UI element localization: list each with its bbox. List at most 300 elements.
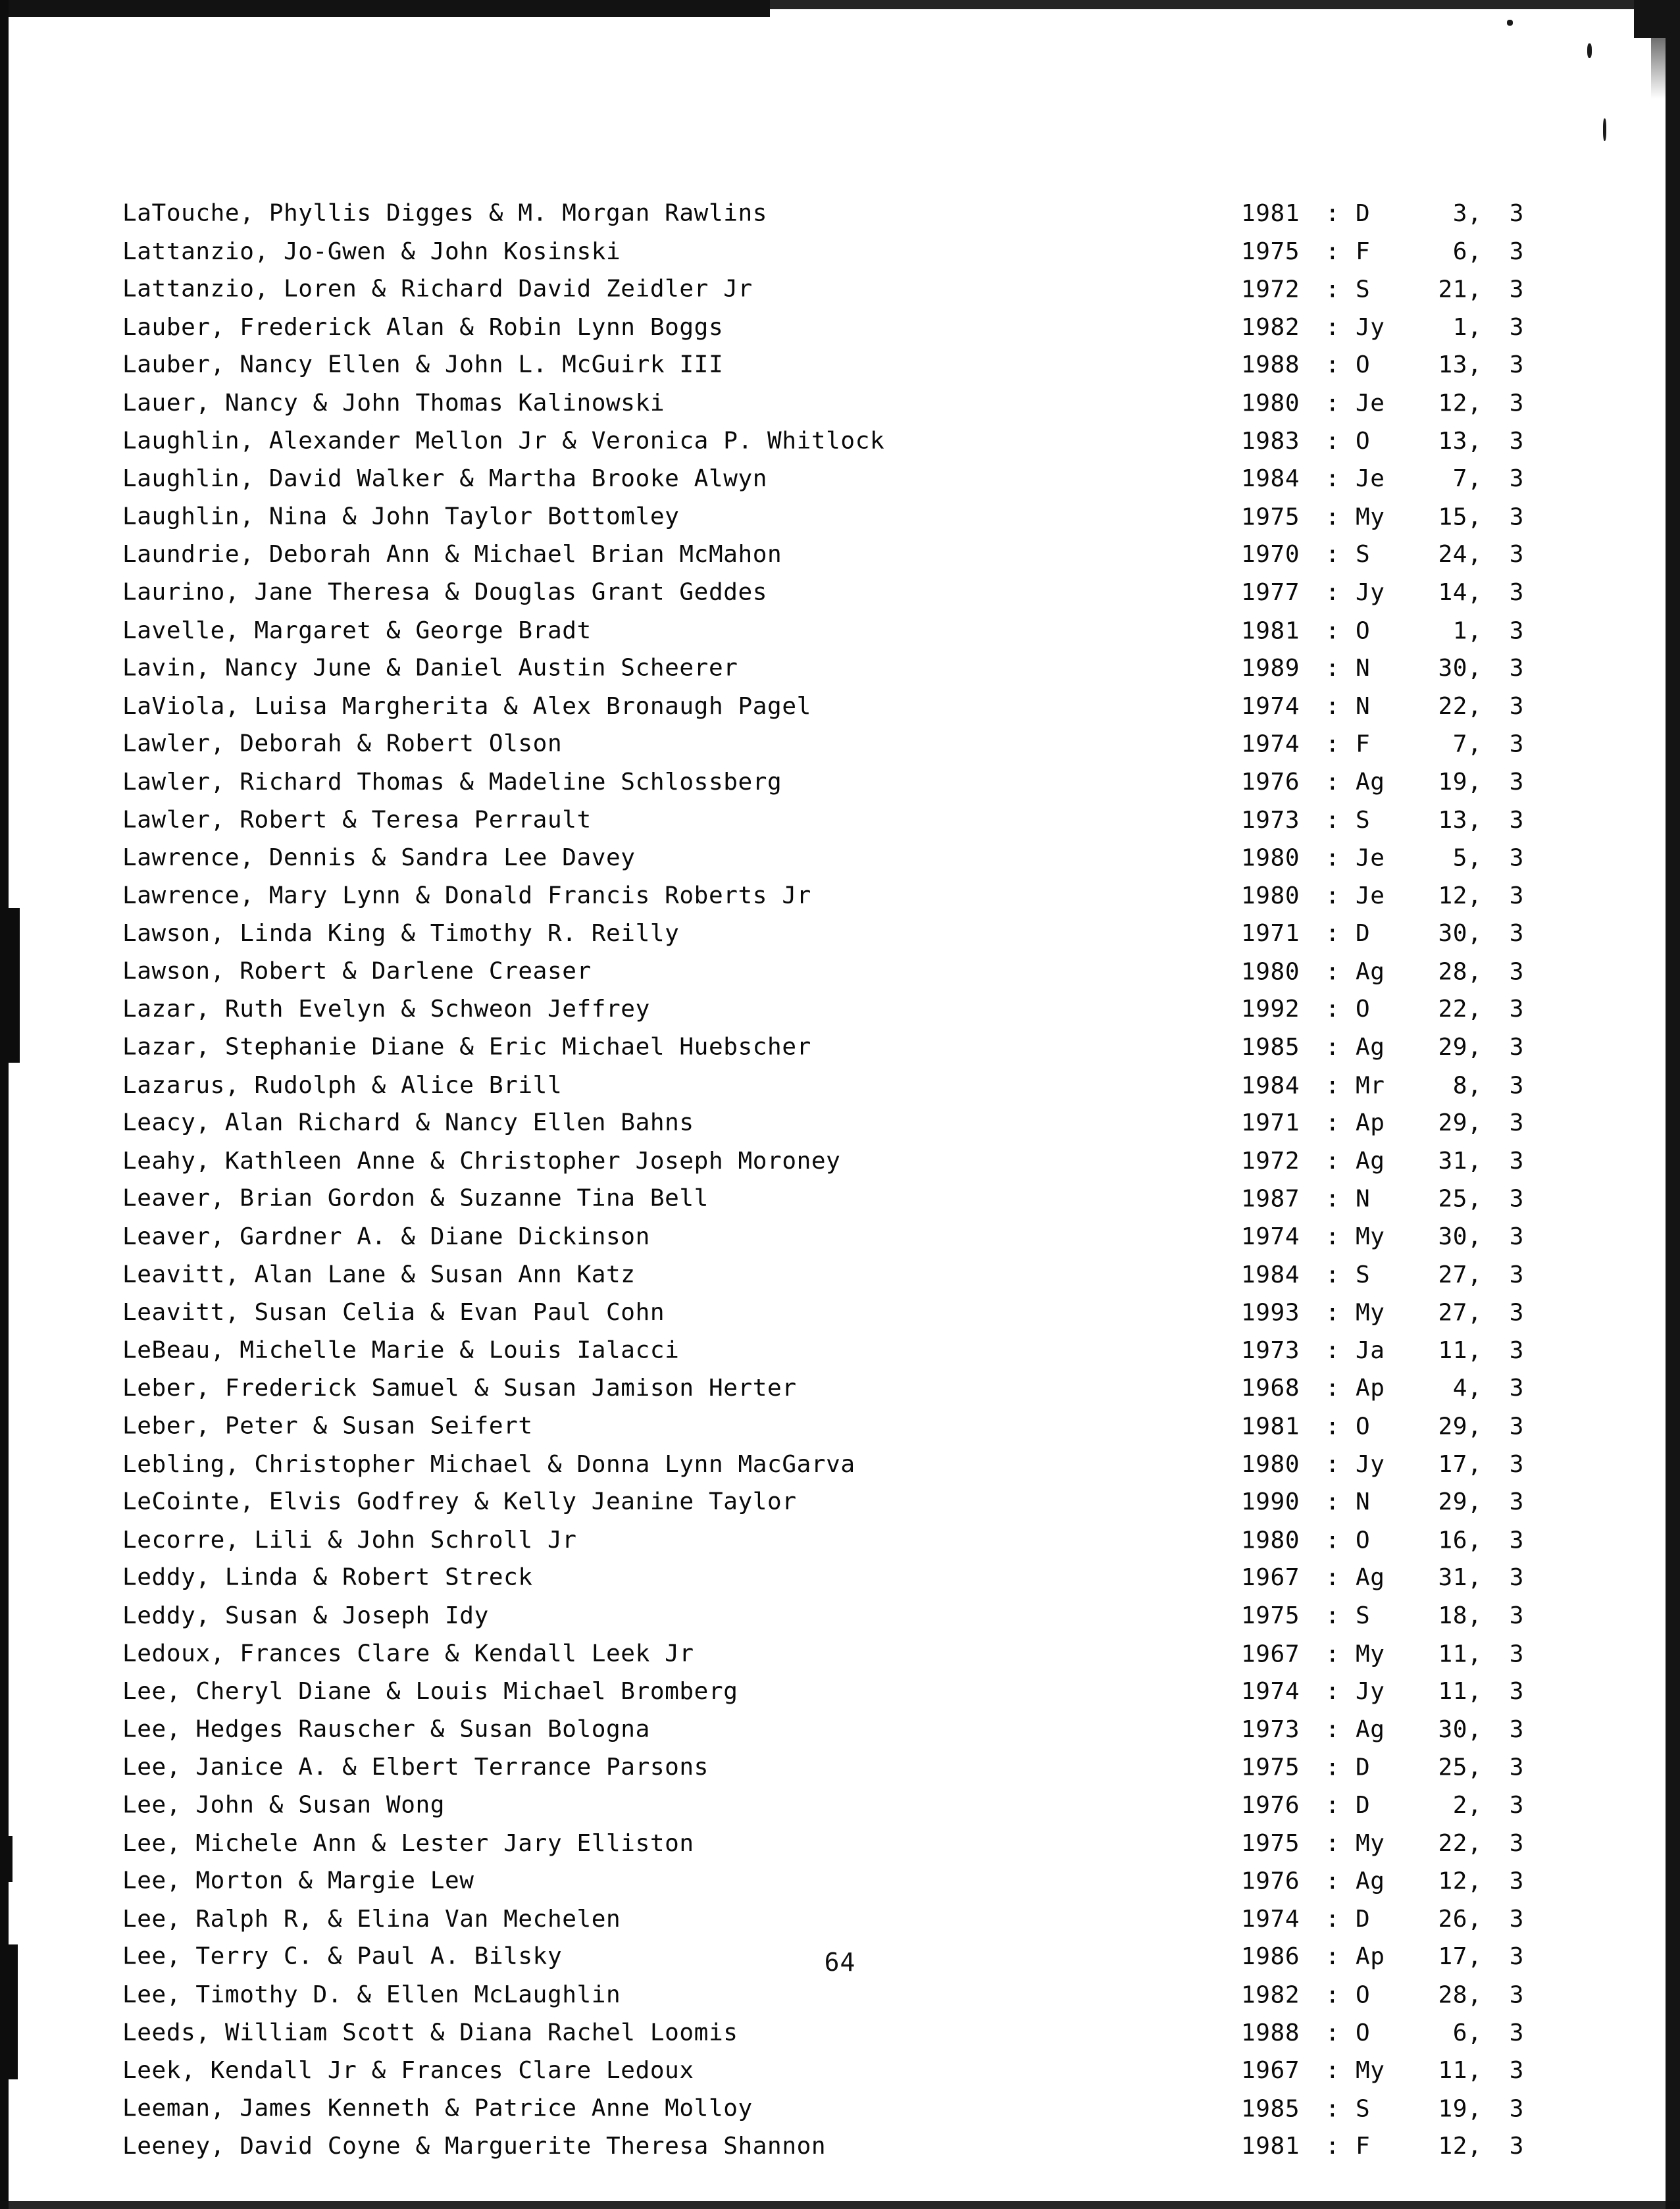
date-month: Je [1356,465,1385,493]
date-comma: , [1467,238,1483,265]
date-code: 3 [1509,617,1524,645]
couple-names: Lawrence, Mary Lynn & Donald Francis Roberts Jr [122,882,811,909]
date-colon: : [1325,1147,1340,1175]
date-day: 12 [1438,390,1467,417]
date-code: 3 [1509,1375,1524,1402]
date-day: 7 [1452,465,1467,493]
date-day: 31 [1438,1147,1467,1175]
date-colon: : [1325,1527,1340,1554]
date-day: 3 [1452,200,1467,227]
couple-names: Laundrie, Deborah Ann & Michael Brian McMahon [122,541,782,569]
date-month: Je [1356,844,1385,872]
index-row [122,2127,1564,2166]
date-month: Ag [1356,958,1385,986]
index-row [122,1597,1564,1635]
couple-names: Lee, Hedges Rauscher & Susan Bologna [122,1715,650,1743]
date-year: 1977 [1241,578,1300,606]
date-comma: , [1467,1715,1483,1743]
index-row [122,1028,1564,1067]
date-code: 3 [1509,2095,1524,2123]
couple-names: Lawler, Robert & Teresa Perrault [122,806,592,833]
date-comma: , [1467,1261,1483,1288]
date-year: 1973 [1241,806,1300,834]
date-code: 3 [1509,1185,1524,1213]
date-month: Je [1356,390,1385,417]
index-row [122,574,1564,612]
date-month: My [1356,503,1385,531]
date-year: 1974 [1241,1678,1300,1706]
couple-names: Leek, Kendall Jr & Frances Clare Ledoux [122,2057,694,2085]
couple-names: Lee, Michele Ann & Lester Jary Elliston [122,1829,694,1857]
couple-names: Lavelle, Margaret & George Bradt [122,617,592,644]
date-year: 1981 [1241,617,1300,645]
date-day: 11 [1438,1640,1467,1668]
index-row [122,649,1564,688]
record-date [1241,1521,1524,1560]
record-date [1241,990,1524,1028]
date-colon: : [1325,351,1340,379]
record-date [1241,1104,1524,1142]
couple-names: Lawrence, Dennis & Sandra Lee Davey [122,844,636,872]
date-code: 3 [1509,1754,1524,1781]
date-year: 1987 [1241,1185,1300,1213]
index-row [122,688,1564,726]
date-code: 3 [1509,1450,1524,1478]
date-month: D [1356,1754,1371,1781]
date-code: 3 [1509,238,1524,265]
date-colon: : [1325,730,1340,758]
date-colon: : [1325,996,1340,1023]
index-row [122,725,1564,763]
couple-names: Lawson, Linda King & Timothy R. Reilly [122,920,680,948]
date-comma: , [1467,1413,1483,1440]
date-year: 1980 [1241,882,1300,909]
date-comma: , [1467,1185,1483,1213]
record-date [1241,1483,1524,1521]
date-month: S [1356,1261,1371,1288]
date-code: 3 [1509,1905,1524,1933]
index-row [122,1748,1564,1787]
record-date [1241,1559,1524,1597]
index-row [122,536,1564,574]
date-code: 3 [1509,1981,1524,2009]
date-year: 1970 [1241,541,1300,569]
index-row [122,1483,1564,1521]
record-date [1241,1825,1524,1863]
date-code: 3 [1509,806,1524,834]
date-day: 17 [1438,1450,1467,1478]
date-year: 1983 [1241,427,1300,455]
couple-names: Leavitt, Alan Lane & Susan Ann Katz [122,1261,636,1288]
date-month: Ag [1356,1715,1385,1743]
date-month: F [1356,2133,1371,2160]
date-colon: : [1325,1564,1340,1592]
date-year: 1976 [1241,1791,1300,1819]
date-code: 3 [1509,1640,1524,1668]
couple-names: Leber, Peter & Susan Seifert [122,1412,533,1440]
couple-names: Lee, Timothy D. & Ellen McLaughlin [122,1981,621,2008]
record-date [1241,1369,1524,1408]
couple-names: Leeman, James Kenneth & Patrice Anne Molloy [122,2095,753,2122]
date-month: S [1356,806,1371,834]
index-row [122,1976,1564,2014]
date-month: Ag [1356,768,1385,796]
date-month: S [1356,541,1371,569]
date-code: 3 [1509,541,1524,569]
date-code: 3 [1509,1602,1524,1629]
date-code: 3 [1509,351,1524,379]
date-day: 19 [1438,2095,1467,2123]
date-comma: , [1467,806,1483,834]
date-comma: , [1467,1336,1483,1364]
date-month: N [1356,655,1371,682]
date-day: 14 [1438,578,1467,606]
index-row [122,915,1564,953]
couple-names: Lee, Morton & Margie Lew [122,1867,474,1894]
date-day: 6 [1452,2019,1467,2046]
date-year: 1992 [1241,996,1300,1023]
date-day: 13 [1438,351,1467,379]
date-month: My [1356,1829,1385,1857]
date-code: 3 [1509,276,1524,303]
date-year: 1975 [1241,503,1300,531]
date-day: 5 [1452,844,1467,872]
couple-names: Leahy, Kathleen Anne & Christopher Joseph Moroney [122,1147,841,1175]
couple-names: LeBeau, Michelle Marie & Louis Ialacci [122,1336,680,1364]
record-date [1241,233,1524,271]
couple-names: Lebling, Christopher Michael & Donna Lynn MacGarva [122,1450,855,1478]
index-row [122,1067,1564,1105]
date-year: 1981 [1241,200,1300,227]
date-colon: : [1325,1488,1340,1516]
couple-names: Lazar, Ruth Evelyn & Schweon Jeffrey [122,996,650,1023]
date-code: 3 [1509,882,1524,909]
date-year: 1984 [1241,1261,1300,1288]
date-colon: : [1325,655,1340,682]
date-year: 1975 [1241,1829,1300,1857]
date-year: 1980 [1241,844,1300,872]
date-code: 3 [1509,313,1524,341]
index-row [122,1711,1564,1749]
record-date [1241,915,1524,953]
date-colon: : [1325,2133,1340,2160]
date-year: 1974 [1241,692,1300,720]
date-year: 1980 [1241,958,1300,986]
date-year: 1988 [1241,2019,1300,2046]
date-month: D [1356,920,1371,948]
date-month: F [1356,730,1371,758]
date-code: 3 [1509,1034,1524,1061]
date-month: Ja [1356,1336,1385,1364]
date-comma: , [1467,578,1483,606]
date-colon: : [1325,1905,1340,1933]
date-comma: , [1467,1072,1483,1100]
date-colon: : [1325,238,1340,265]
date-day: 8 [1452,1072,1467,1100]
date-comma: , [1467,503,1483,531]
couple-names: Lecorre, Lili & John Schroll Jr [122,1526,577,1554]
couple-names: Laughlin, David Walker & Martha Brooke Alwyn [122,465,768,493]
date-code: 3 [1509,1829,1524,1857]
record-date [1241,2052,1524,2090]
date-month: Jy [1356,578,1385,606]
date-month: F [1356,238,1371,265]
date-year: 1975 [1241,238,1300,265]
date-day: 4 [1452,1375,1467,1402]
date-code: 3 [1509,1413,1524,1440]
date-month: Jy [1356,313,1385,341]
couple-names: Lazar, Stephanie Diane & Eric Michael Huebscher [122,1033,811,1061]
couple-names: LaViola, Luisa Margherita & Alex Bronaugh Pagel [122,692,811,720]
date-colon: : [1325,541,1340,569]
record-date [1241,536,1524,574]
index-row [122,422,1564,461]
date-code: 3 [1509,768,1524,796]
date-code: 3 [1509,730,1524,758]
index-row [122,1521,1564,1560]
date-year: 1971 [1241,920,1300,948]
date-month: Mr [1356,1072,1385,1100]
date-month: S [1356,1602,1371,1629]
couple-names: Lee, John & Susan Wong [122,1791,445,1819]
date-day: 15 [1438,503,1467,531]
index-row [122,612,1564,650]
date-colon: : [1325,427,1340,455]
date-day: 13 [1438,427,1467,455]
date-day: 12 [1438,882,1467,909]
date-year: 1986 [1241,1943,1300,1971]
date-colon: : [1325,1754,1340,1781]
date-comma: , [1467,541,1483,569]
date-year: 1974 [1241,1905,1300,1933]
date-month: N [1356,1488,1371,1516]
index-row [122,270,1564,309]
couple-names: Lauber, Frederick Alan & Robin Lynn Boggs [122,313,724,341]
date-day: 30 [1438,920,1467,948]
date-colon: : [1325,503,1340,531]
date-month: My [1356,1640,1385,1668]
date-year: 1974 [1241,1223,1300,1251]
record-date [1241,649,1524,688]
couple-names: Lee, Terry C. & Paul A. Bilsky [122,1942,563,1970]
date-code: 3 [1509,1299,1524,1327]
date-day: 21 [1438,276,1467,303]
record-date [1241,422,1524,461]
date-day: 27 [1438,1261,1467,1288]
index-row [122,990,1564,1028]
date-day: 19 [1438,768,1467,796]
couple-names: Lawler, Deborah & Robert Olson [122,730,563,757]
record-date [1241,498,1524,536]
date-year: 1976 [1241,768,1300,796]
record-date [1241,877,1524,915]
index-row [122,309,1564,347]
date-month: N [1356,692,1371,720]
index-row [122,460,1564,498]
couple-names: Lauer, Nancy & John Thomas Kalinowski [122,389,665,417]
date-year: 1972 [1241,276,1300,303]
date-year: 1968 [1241,1375,1300,1402]
date-colon: : [1325,1715,1340,1743]
date-day: 22 [1438,692,1467,720]
date-code: 3 [1509,1678,1524,1706]
date-month: N [1356,1185,1371,1213]
date-colon: : [1325,844,1340,872]
date-code: 3 [1509,920,1524,948]
date-year: 1989 [1241,655,1300,682]
couple-names: Leacy, Alan Richard & Nancy Ellen Bahns [122,1109,694,1136]
index-row [122,2014,1564,2052]
date-year: 1982 [1241,1981,1300,2009]
date-comma: , [1467,2095,1483,2123]
couple-names: Lattanzio, Jo-Gwen & John Kosinski [122,238,621,265]
date-colon: : [1325,768,1340,796]
date-comma: , [1467,1299,1483,1327]
date-comma: , [1467,427,1483,455]
date-month: D [1356,200,1371,227]
date-month: O [1356,2019,1371,2046]
date-code: 3 [1509,1943,1524,1971]
record-date [1241,2014,1524,2052]
record-date [1241,1218,1524,1256]
couple-names: Leddy, Susan & Joseph Idy [122,1602,489,1629]
record-date [1241,195,1524,233]
date-code: 3 [1509,390,1524,417]
index-row [122,1900,1564,1939]
date-colon: : [1325,1261,1340,1288]
date-year: 1967 [1241,2057,1300,2085]
date-month: S [1356,276,1371,303]
date-colon: : [1325,1223,1340,1251]
record-date [1241,1256,1524,1294]
date-colon: : [1325,1829,1340,1857]
record-date [1241,1408,1524,1446]
date-comma: , [1467,2057,1483,2085]
index-row [122,763,1564,801]
date-year: 1993 [1241,1299,1300,1327]
date-day: 7 [1452,730,1467,758]
index-row [122,1294,1564,1332]
date-year: 1972 [1241,1147,1300,1175]
date-month: Ap [1356,1375,1385,1402]
couple-names: Leeney, David Coyne & Marguerite Theresa Shannon [122,2133,827,2160]
date-colon: : [1325,1034,1340,1061]
date-colon: : [1325,1375,1340,1402]
date-day: 12 [1438,1867,1467,1895]
date-month: O [1356,617,1371,645]
date-year: 1976 [1241,1867,1300,1895]
index-row [122,1446,1564,1484]
record-date [1241,1446,1524,1484]
date-colon: : [1325,1299,1340,1327]
date-colon: : [1325,920,1340,948]
date-year: 1973 [1241,1715,1300,1743]
date-comma: , [1467,2133,1483,2160]
date-code: 3 [1509,465,1524,493]
date-month: My [1356,2057,1385,2085]
date-code: 3 [1509,1072,1524,1100]
couple-names: Leber, Frederick Samuel & Susan Jamison Herter [122,1375,797,1402]
couple-names: Lavin, Nancy June & Daniel Austin Scheerer [122,654,738,682]
date-code: 3 [1509,844,1524,872]
record-date [1241,1597,1524,1635]
couple-names: Laughlin, Alexander Mellon Jr & Veronica P. Whitlock [122,427,885,455]
date-colon: : [1325,2019,1340,2046]
date-comma: , [1467,1527,1483,1554]
record-date [1241,726,1524,764]
date-code: 3 [1509,1715,1524,1743]
couple-names: Leaver, Brian Gordon & Suzanne Tina Bell [122,1184,709,1212]
page-number: 64 [824,1948,856,1977]
date-comma: , [1467,655,1483,682]
date-colon: : [1325,958,1340,986]
date-year: 1971 [1241,1109,1300,1137]
couple-names: Lee, Janice A. & Elbert Terrance Parsons [122,1754,709,1781]
date-day: 22 [1438,1829,1467,1857]
record-date [1241,2127,1524,2166]
date-comma: , [1467,1450,1483,1478]
record-date [1241,1673,1524,1711]
index-row [122,1180,1564,1218]
date-colon: : [1325,1640,1340,1668]
date-year: 1985 [1241,2095,1300,2123]
couple-names: Leeds, William Scott & Diana Rachel Loomis [122,2019,738,2046]
date-code: 3 [1509,2057,1524,2085]
date-year: 1973 [1241,1336,1300,1364]
date-code: 3 [1509,503,1524,531]
date-year: 1980 [1241,1450,1300,1478]
date-colon: : [1325,1413,1340,1440]
record-date [1241,271,1524,309]
date-colon: : [1325,1678,1340,1706]
record-date [1241,801,1524,840]
date-comma: , [1467,844,1483,872]
date-year: 1988 [1241,351,1300,379]
record-date [1241,1635,1524,1673]
date-day: 1 [1452,617,1467,645]
date-colon: : [1325,1981,1340,2009]
date-colon: : [1325,1450,1340,1478]
date-colon: : [1325,2057,1340,2085]
couple-names: Ledoux, Frances Clare & Kendall Leek Jr [122,1640,694,1667]
date-comma: , [1467,1791,1483,1819]
couple-names: Leddy, Linda & Robert Streck [122,1563,533,1591]
record-date [1241,460,1524,498]
date-comma: , [1467,617,1483,645]
date-comma: , [1467,1867,1483,1895]
record-date [1241,2090,1524,2128]
date-code: 3 [1509,1527,1524,1554]
date-colon: : [1325,465,1340,493]
record-date [1241,688,1524,726]
date-code: 3 [1509,958,1524,986]
record-date [1241,1142,1524,1181]
date-colon: : [1325,692,1340,720]
date-comma: , [1467,200,1483,227]
index-row [122,233,1564,271]
couple-names: Leavitt, Susan Celia & Evan Paul Cohn [122,1299,665,1327]
index-row [122,498,1564,536]
date-comma: , [1467,390,1483,417]
date-day: 30 [1438,1223,1467,1251]
index-row [122,346,1564,384]
date-month: Ag [1356,1147,1385,1175]
date-comma: , [1467,882,1483,909]
date-code: 3 [1509,1336,1524,1364]
date-month: Ag [1356,1034,1385,1061]
date-day: 29 [1438,1034,1467,1061]
record-date [1241,346,1524,384]
